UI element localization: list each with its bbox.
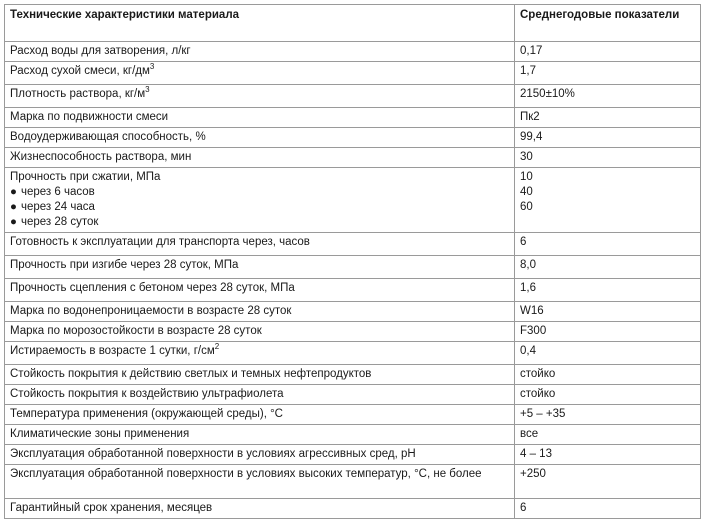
row-label: Марка по водонепроницаемости в возрасте 28 суток — [5, 302, 515, 322]
table-row — [5, 425, 701, 445]
row-label: Климатические зоны применения — [5, 425, 515, 445]
superscript: 3 — [149, 62, 155, 72]
row-label: Стойкость покрытия к действию светлых и темных нефтепродуктов — [5, 365, 515, 385]
table-row — [5, 233, 701, 256]
row-value: +250 — [515, 465, 701, 499]
row-value: 0,4 — [515, 342, 701, 365]
superscript: 3 — [145, 85, 150, 95]
table-row — [5, 108, 701, 128]
row-value: 0,17 — [515, 42, 701, 62]
table-row — [5, 465, 701, 499]
row-value: Пк2 — [515, 108, 701, 128]
row-label: Расход воды для затворения, л/кг — [5, 42, 515, 62]
table-row — [5, 342, 701, 365]
row-label: Температура применения (окружающей среды), °С — [5, 405, 515, 425]
row-value: все — [515, 425, 701, 445]
row-value: 8,0 — [515, 256, 701, 279]
table-row — [5, 445, 701, 465]
value-6h: 10 — [520, 171, 533, 183]
row-value — [515, 168, 701, 233]
table-row — [5, 385, 701, 405]
row-label: Эксплуатация обработанной поверхности в условиях агрессивных сред, pH — [5, 445, 515, 465]
value-28d: 60 — [520, 201, 533, 213]
table-row — [5, 168, 701, 233]
bullet-icon: ● — [10, 201, 17, 213]
row-label: Плотность раствора, $кг/м^3$ — [5, 85, 515, 108]
row-label: Стойкость покрытия к воздействию ультрафиолета — [5, 385, 515, 405]
row-value: 1,7 — [515, 62, 701, 85]
value-24h: 40 — [520, 186, 533, 198]
table-row — [5, 302, 701, 322]
row-value: 1,6 — [515, 279, 701, 302]
row-label — [5, 168, 515, 233]
row-value: +5 – +35 — [515, 405, 701, 425]
superscript: 2 — [214, 342, 220, 352]
row-value: 99,4 — [515, 128, 701, 148]
row-value: 2150±10% — [515, 85, 701, 108]
bullet-icon: ● — [10, 186, 17, 198]
table-row — [5, 148, 701, 168]
row-label: Водоудерживающая способность, % — [5, 128, 515, 148]
table-row — [5, 128, 701, 148]
table-row — [5, 256, 701, 279]
row-label: Расход сухой смеси, $кг/дм^3$ — [5, 62, 515, 85]
table-row — [5, 62, 701, 85]
row-label: Эксплуатация обработанной поверхности в условиях высоких температур, °С, не более — [5, 465, 515, 499]
row-value: W16 — [515, 302, 701, 322]
row-label: Прочность сцепления с бетоном через 28 суток, МПа — [5, 279, 515, 302]
row-value: 30 — [515, 148, 701, 168]
row-label: Марка по морозостойкости в возрасте 28 суток — [5, 322, 515, 342]
row-value: 6 — [515, 233, 701, 256]
table-row — [5, 499, 701, 519]
row-label: Гарантийный срок хранения, месяцев — [5, 499, 515, 519]
header-characteristics: Технические характеристики материала — [5, 5, 515, 42]
row-value: стойко — [515, 365, 701, 385]
row-label: Прочность при изгибе через 28 суток, МПа — [5, 256, 515, 279]
header-annual-values: Среднегодовые показатели — [515, 5, 701, 42]
row-value: F300 — [515, 322, 701, 342]
table-row — [5, 85, 701, 108]
row-label: Марка по подвижности смеси — [5, 108, 515, 128]
row-label: Готовность к эксплуатации для транспорта через, часов — [5, 233, 515, 256]
row-label: Жизнеспособность раствора, мин — [5, 148, 515, 168]
specifications-table — [4, 4, 701, 519]
row-label: Истираемость в возрасте 1 сутки, $г/см^2$ — [5, 342, 515, 365]
list-item: ● через 6 часов — [10, 186, 95, 198]
row-value: стойко — [515, 385, 701, 405]
table-row — [5, 322, 701, 342]
row-value: 4 – 13 — [515, 445, 701, 465]
table-row — [5, 405, 701, 425]
row-label-main: Прочность при сжатии, МПа — [10, 171, 161, 183]
table-header-row — [5, 5, 701, 42]
row-value: 6 — [515, 499, 701, 519]
list-item: ● через 24 часа — [10, 201, 95, 213]
table-row — [5, 365, 701, 385]
list-item: ● через 28 суток — [10, 216, 99, 228]
table-row — [5, 42, 701, 62]
table-row — [5, 279, 701, 302]
bullet-icon: ● — [10, 216, 17, 228]
